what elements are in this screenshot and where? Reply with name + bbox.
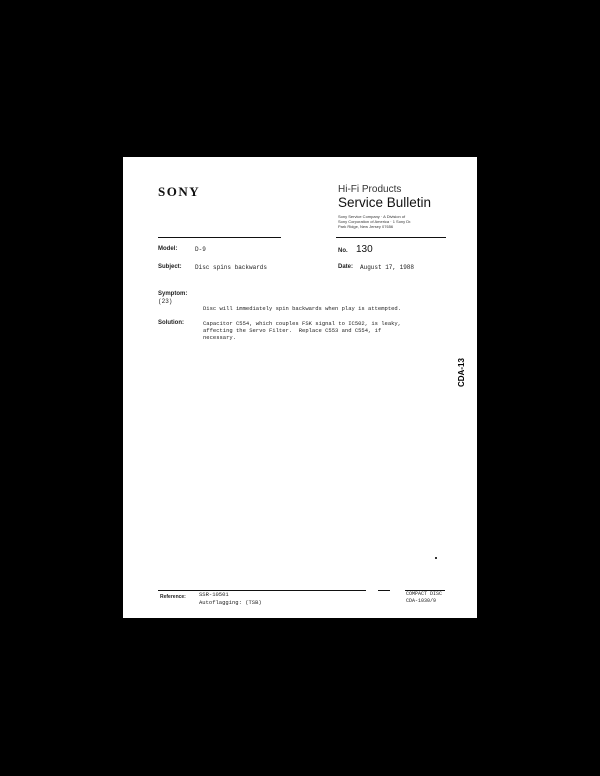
symptom-code: (23) bbox=[158, 298, 173, 305]
solution-label: Solution: bbox=[158, 320, 184, 326]
date-label: Date: bbox=[338, 264, 354, 270]
date-value: August 17, 1988 bbox=[360, 264, 415, 271]
company-address bbox=[338, 214, 448, 229]
symptom-text: Disc will immediately spin backwards when play is attempted. bbox=[203, 305, 402, 312]
address-line: Park Ridge, New Jersey 07656 bbox=[338, 224, 394, 229]
number-label: No. bbox=[338, 248, 348, 254]
reference-label: Reference: bbox=[160, 594, 186, 600]
category-tab-label: CDA-13 bbox=[457, 358, 466, 387]
reference-line2: Autoflagging: (TSB) bbox=[199, 599, 262, 606]
sony-logo: SONY bbox=[158, 184, 201, 199]
header-rule-right bbox=[336, 237, 446, 238]
solution-text: Capacitor C554, which couples FSK signal to IC502, is leaky, affecting the Servo Filter. Replace C553 and C554, if necessary. bbox=[203, 320, 402, 341]
address-line: Sony Corporation of America · 1 Sony Dr. bbox=[338, 219, 412, 224]
subject-label: Subject: bbox=[158, 264, 182, 270]
footer-rule-right bbox=[378, 590, 390, 591]
footer-right-line1: COMPACT DISC bbox=[406, 591, 443, 597]
header-rule-left bbox=[158, 237, 281, 238]
footer-rule-left bbox=[158, 590, 366, 591]
address-line: Sony Service Company · A Division of bbox=[338, 214, 406, 219]
reference-line1: SSR-10501 bbox=[199, 591, 229, 598]
model-label: Model: bbox=[158, 246, 178, 252]
footer-right-line2: CDA-1030/9 bbox=[406, 598, 437, 604]
category-tab bbox=[455, 356, 469, 390]
service-bulletin-page bbox=[123, 157, 477, 618]
symptom-label: Symptom: bbox=[158, 291, 188, 297]
speck bbox=[435, 557, 437, 559]
category-side-label: Portable Compact Disc bbox=[462, 252, 472, 345]
division-label: Hi-Fi Products bbox=[338, 184, 402, 195]
number-value: 130 bbox=[356, 244, 373, 255]
bulletin-title: Service Bulletin bbox=[338, 195, 432, 210]
model-value: D-9 bbox=[195, 246, 206, 253]
subject-value: Disc spins backwards bbox=[195, 264, 268, 271]
